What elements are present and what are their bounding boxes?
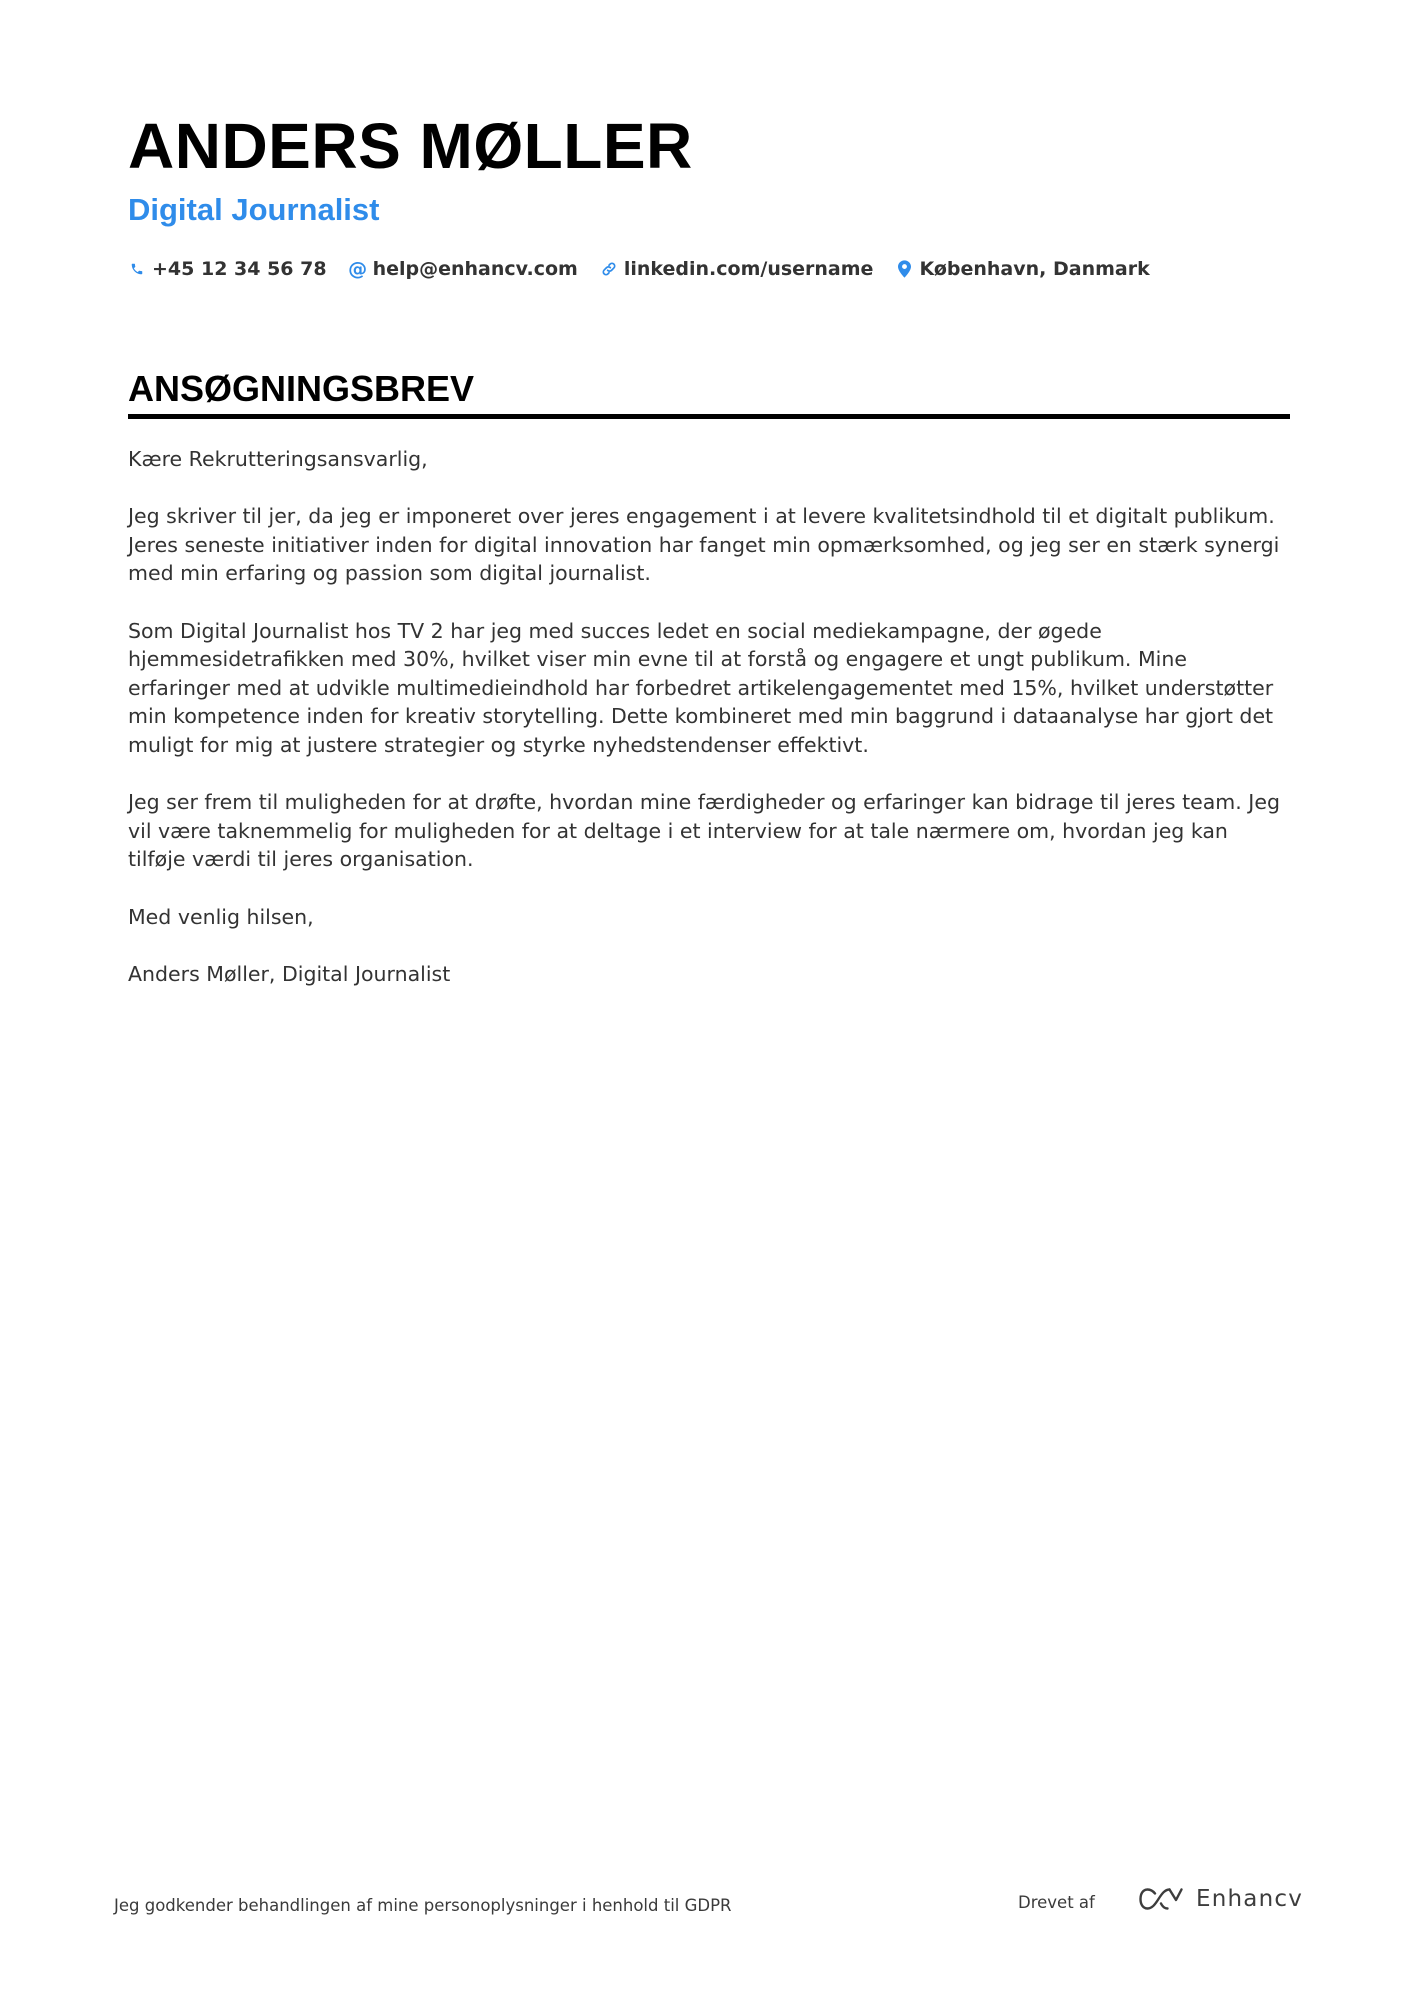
section-title: ANSØGNINGSBREV	[128, 368, 475, 409]
contact-email	[349, 258, 578, 280]
letter-body	[128, 445, 1290, 988]
location-text: København, Danmark	[919, 258, 1150, 280]
enhancv-logo-icon	[1138, 1886, 1184, 1912]
letter-closing: Med venlig hilsen,	[128, 904, 314, 929]
footer	[114, 1886, 1304, 1920]
brand-name: Enhancv	[1196, 1886, 1304, 1912]
contact-phone	[128, 258, 327, 280]
linkedin-url[interactable]: linkedin.com/username	[623, 258, 874, 280]
contact-location	[895, 258, 1149, 280]
link-icon	[600, 259, 618, 279]
email-address[interactable]: help@enhancv.com	[372, 258, 578, 280]
letter-paragraph: Jeg ser frem til muligheden for at drøfte, hvordan mine færdigheder og erfaringer kan bidrage til jeres team. Jeg vil være taknemmelig for muligheden for at deltage i et interview for at tale nærmere om, hvordan jeg kan tilføje værdi til jeres organisation.	[128, 790, 1280, 872]
section-divider	[128, 414, 1290, 419]
job-title: Digital Journalist	[128, 192, 380, 227]
letter-paragraph: Som Digital Journalist hos TV 2 har jeg med succes ledet en social mediekampagne, der øgede hjemmesidetrafikken med 30%, hvilket viser min evne til at forstå og engagere et ungt publikum. Mine erfaringer med at udvikle multimedieindhold har forbedret artikelengagementet med 15%, hvilket understøtter min kompetence inden for kreativ storytelling. Dette kombineret med min baggrund i dataanalyse har gjort det muligt for mig at justere strategier og styrke nyhedstendenser effektivt.	[128, 618, 1274, 757]
letter-greeting: Kære Rekrutteringsansvarlig,	[128, 447, 428, 471]
contact-bar	[128, 258, 1288, 280]
letter-paragraph: Jeg skriver til jer, da jeg er imponeret over jeres engagement i at levere kvalitetsindhold til et digitalt publikum. Jeres seneste initiativer inden for digital innovation har fanget min opmærksomhed, og jeg ser en stærk synergi med min erfaring og passion som digital journalist.	[128, 504, 1280, 586]
cover-letter-section	[128, 368, 1290, 1017]
header	[128, 110, 1288, 280]
map-pin-icon	[895, 259, 913, 279]
letter-signature: Anders Møller, Digital Journalist	[128, 961, 451, 986]
at-icon: @	[348, 258, 368, 280]
brand-link[interactable]	[1138, 1886, 1303, 1912]
gdpr-consent: Jeg godkender behandlingen af mine personoplysninger i henhold til GDPR	[114, 1896, 732, 1915]
phone-icon	[128, 259, 146, 279]
contact-linkedin	[600, 258, 874, 280]
phone-number[interactable]: +45 12 34 56 78	[152, 258, 327, 280]
applicant-name: ANDERS MØLLER	[128, 110, 693, 182]
powered-by-label: Drevet af	[1018, 1893, 1095, 1912]
